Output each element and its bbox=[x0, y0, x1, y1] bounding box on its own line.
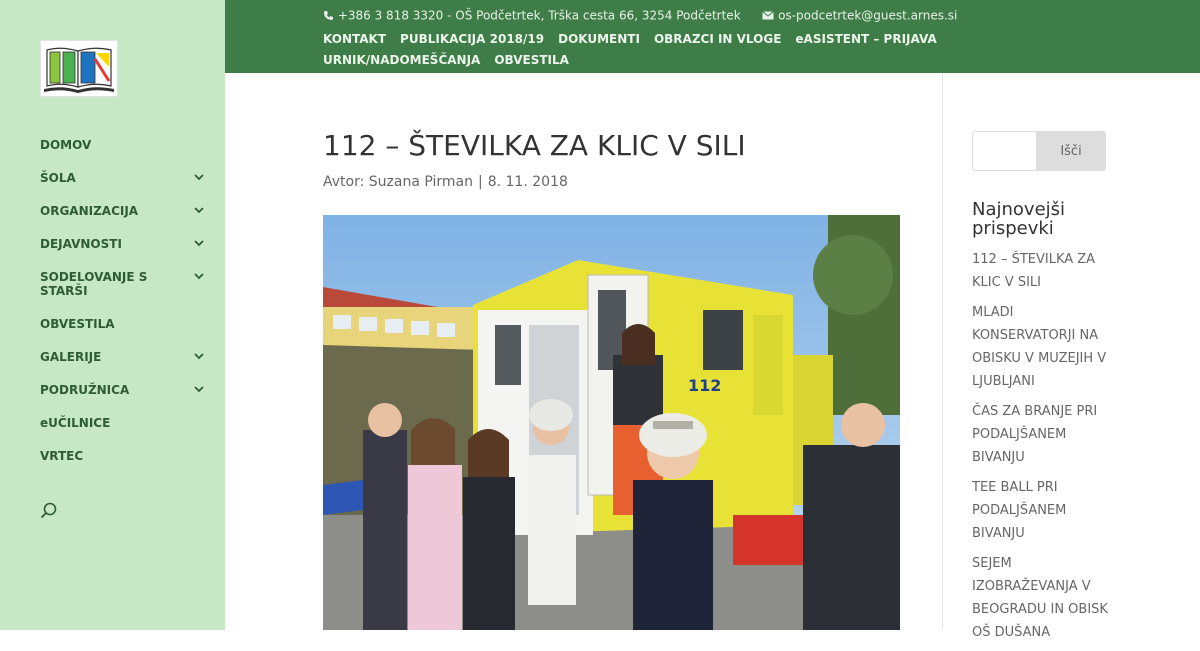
recent-post-link[interactable]: SEJEM IZOBRAŽEVANJA V BEOGRADU IN OBISK OŠ DUŠANA bbox=[972, 556, 1108, 640]
nav-item-galerije[interactable]: GALERIJE bbox=[40, 350, 210, 364]
top-header bbox=[225, 0, 1200, 73]
top-link-publikacija[interactable]: PUBLIKACIJA 2018/19 bbox=[400, 32, 545, 46]
recent-post-link[interactable]: TEE BALL PRI PODALJŠANEM BIVANJU bbox=[972, 480, 1067, 541]
search-button[interactable]: Išči bbox=[1036, 131, 1106, 171]
email-link[interactable]: os-podcetrtek@guest.arnes.si bbox=[778, 8, 958, 23]
nav-item-domov[interactable]: DOMOV bbox=[40, 138, 92, 152]
top-link-easistent-prijava[interactable]: eASISTENT – PRIJAVA bbox=[795, 32, 937, 46]
nav-item-obvestila[interactable]: OBVESTILA bbox=[40, 317, 115, 331]
nav-item-vrtec[interactable]: VRTEC bbox=[40, 449, 84, 463]
chevron-down-icon[interactable] bbox=[194, 386, 204, 393]
nav-item-podruznica[interactable]: PODRUŽNICA bbox=[40, 383, 210, 397]
search-input[interactable] bbox=[972, 131, 1036, 171]
search-form bbox=[972, 131, 1106, 171]
nav-item-eucilnice[interactable]: eUČILNICE bbox=[40, 416, 111, 430]
post-author[interactable]: Avtor: Suzana Pirman bbox=[323, 174, 473, 190]
chevron-down-icon[interactable] bbox=[194, 174, 204, 181]
recent-post-link[interactable]: ČAS ZA BRANJE PRI PODALJŠANEM BIVANJU bbox=[972, 404, 1098, 465]
post-meta bbox=[323, 174, 568, 190]
nav-item-sodelovanje-s-starsi[interactable]: SODELOVANJE S STARŠI bbox=[40, 270, 210, 298]
chevron-down-icon[interactable] bbox=[194, 207, 204, 214]
nav-item-sola[interactable]: ŠOLA bbox=[40, 171, 210, 185]
school-logo[interactable] bbox=[40, 40, 118, 97]
recent-posts-list bbox=[972, 248, 1112, 651]
nav-item-dejavnosti[interactable]: DEJAVNOSTI bbox=[40, 237, 210, 251]
phone-icon bbox=[323, 10, 334, 21]
contact-info bbox=[323, 8, 957, 23]
top-link-obvestila[interactable]: OBVESTILA bbox=[494, 53, 569, 67]
post-title: 112 – ŠTEVILKA ZA KLIC V SILI bbox=[323, 129, 746, 162]
top-link-urnik-nadomescanja[interactable]: URNIK/NADOMEŠČANJA bbox=[323, 53, 481, 67]
ambulance-number-text: 112 bbox=[688, 376, 722, 395]
phone-address-text: +386 3 818 3320 - OŠ Podčetrtek, Trška cesta 66, 3254 Podčetrtek bbox=[337, 8, 741, 23]
top-menu bbox=[323, 29, 1083, 71]
post-featured-image[interactable] bbox=[323, 215, 900, 630]
top-link-obrazci-in-vloge[interactable]: OBRAZCI IN VLOGE bbox=[653, 32, 782, 46]
content-divider bbox=[942, 73, 943, 630]
ambulance-photo bbox=[323, 215, 900, 630]
envelope-icon bbox=[762, 11, 774, 20]
recent-post-link[interactable]: MLADI KONSERVATORJI NA OBISKU V MUZEJIH V LJUBLJANI bbox=[972, 305, 1107, 389]
recent-posts-title: Najnovejši prispevki bbox=[972, 199, 1066, 239]
top-link-dokumenti[interactable]: DOKUMENTI bbox=[558, 32, 640, 46]
book-logo-icon bbox=[41, 41, 117, 96]
chevron-down-icon[interactable] bbox=[194, 353, 204, 360]
recent-post-link[interactable]: 112 – ŠTEVILKA ZA KLIC V SILI bbox=[972, 252, 1096, 290]
search-icon[interactable] bbox=[40, 502, 58, 520]
top-link-kontakt[interactable]: KONTAKT bbox=[323, 32, 387, 46]
post-date: 8. 11. 2018 bbox=[487, 174, 568, 190]
chevron-down-icon[interactable] bbox=[194, 273, 204, 280]
left-sidebar bbox=[0, 0, 225, 630]
chevron-down-icon[interactable] bbox=[194, 240, 204, 247]
main-menu bbox=[40, 138, 210, 463]
nav-item-organizacija[interactable]: ORGANIZACIJA bbox=[40, 204, 210, 218]
meta-separator: | bbox=[478, 174, 483, 190]
